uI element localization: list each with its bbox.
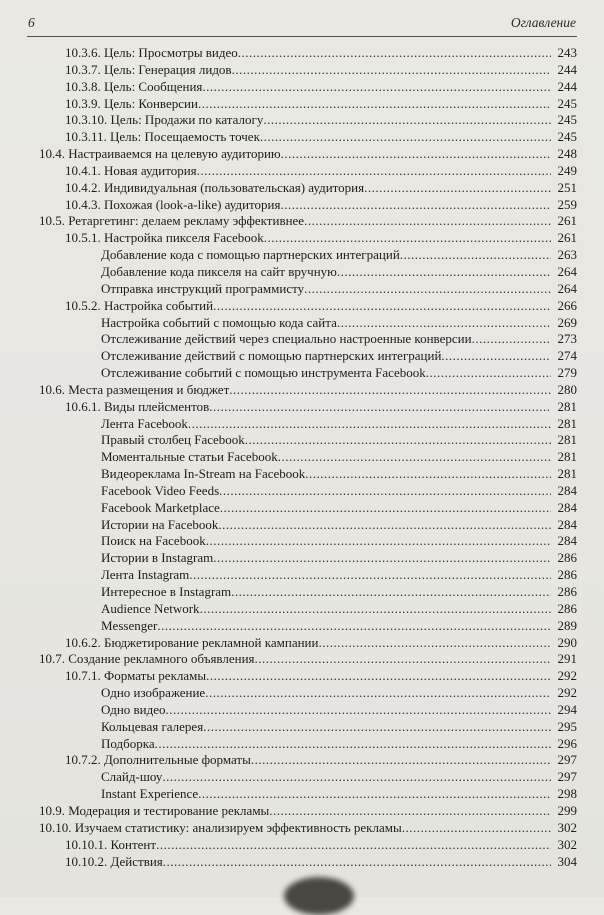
- toc-entry-label: Настройка событий с помощью кода сайта: [101, 314, 337, 330]
- toc-entry-page: 289: [557, 617, 577, 633]
- toc-entry-page: 296: [557, 735, 577, 751]
- dot-leader: [156, 837, 551, 854]
- toc-entry-page: 264: [557, 280, 577, 296]
- toc-entry-page: 264: [557, 263, 577, 279]
- dot-leader: [206, 533, 551, 550]
- toc-entry-label: Messenger: [101, 617, 158, 633]
- toc-entry: [27, 315, 577, 332]
- toc-entry-page: 286: [557, 584, 577, 599]
- dot-leader: [304, 281, 551, 298]
- toc-entry-page: 259: [557, 196, 577, 212]
- toc-entry-label: Видеореклама In-Stream на Facebook: [101, 466, 306, 482]
- toc-entry-page: 281: [557, 432, 577, 448]
- toc-entry: [27, 752, 577, 769]
- toc-entry-label: 10.4.3. Похожая (look-a-like) аудитория: [65, 196, 281, 212]
- toc-entry-label: Моментальные статьи Facebook: [101, 449, 278, 465]
- toc-entry-label: 10.10.2. Действия: [65, 853, 163, 869]
- toc-entry-page: 245: [557, 112, 577, 128]
- toc-entry: [27, 601, 577, 618]
- dot-leader: [188, 416, 551, 433]
- toc-entry-page: 302: [557, 836, 577, 852]
- dot-leader: [231, 584, 551, 601]
- toc-entry-label: 10.7.2. Дополнительные форматы: [65, 752, 251, 768]
- toc-entry-label: Отслеживание действий с помощью партнерских интеграций: [101, 348, 442, 364]
- toc-entry-page: 295: [557, 718, 577, 734]
- dot-leader: [280, 197, 551, 214]
- dot-leader: [157, 618, 551, 635]
- scan-artifact: [284, 877, 354, 915]
- toc-entry-label: 10.3.8. Цель: Сообщения: [65, 78, 203, 94]
- page-header: [27, 15, 577, 37]
- toc-entry-page: 273: [557, 331, 577, 347]
- toc-entry-label: Подборка: [101, 735, 155, 751]
- toc-entry-page: 243: [557, 45, 577, 60]
- page-title: Оглавление: [510, 15, 576, 30]
- toc-entry: [27, 769, 577, 786]
- toc-entry: [27, 517, 577, 534]
- dot-leader: [278, 449, 551, 466]
- toc-entry-label: 10.3.10. Цель: Продажи по каталогу: [65, 112, 264, 128]
- dot-leader: [364, 180, 551, 197]
- toc-entry-label: 10.10. Изучаем статистику: анализируем эффективность рекламы: [39, 819, 402, 835]
- toc-entry-label: 10.3.11. Цель: Посещаемость точек: [65, 129, 260, 145]
- toc-entry: [27, 416, 577, 433]
- toc-entry-page: 244: [557, 78, 577, 94]
- toc-list: [27, 45, 577, 870]
- dot-leader: [213, 298, 551, 315]
- dot-leader: [213, 550, 551, 567]
- toc-entry-page: 298: [557, 786, 577, 802]
- dot-leader: [189, 567, 551, 584]
- toc-entry-label: Добавление кода с помощью партнерских интеграций: [101, 247, 400, 263]
- dot-leader: [238, 45, 551, 62]
- dot-leader: [205, 685, 551, 702]
- toc-entry: [27, 247, 577, 264]
- toc-entry-label: Истории в Instagram: [101, 550, 214, 566]
- toc-entry-page: 248: [557, 146, 577, 162]
- toc-entry-page: 245: [557, 129, 577, 145]
- toc-entry: [27, 500, 577, 517]
- dot-leader: [203, 719, 551, 736]
- toc-entry: [27, 348, 577, 365]
- dot-leader: [472, 331, 551, 348]
- toc-entry-label: 10.4.2. Индивидуальная (пользовательская) аудитория: [65, 179, 365, 195]
- toc-entry-label: 10.6.2. Бюджетирование рекламной кампании: [65, 634, 319, 650]
- toc-entry-page: 292: [557, 685, 577, 701]
- toc-entry: [27, 180, 577, 197]
- toc-entry: [27, 702, 577, 719]
- toc-entry: [27, 129, 577, 146]
- dot-leader: [337, 264, 551, 281]
- dot-leader: [251, 752, 551, 769]
- toc-entry-page: 249: [557, 162, 577, 178]
- toc-entry-label: 10.6.1. Виды плейсментов: [65, 398, 210, 414]
- dot-leader: [209, 399, 551, 416]
- dot-leader: [264, 230, 551, 247]
- toc-entry: [27, 736, 577, 753]
- toc-entry: [27, 79, 577, 96]
- dot-leader: [269, 803, 551, 820]
- toc-entry-label: 10.7. Создание рекламного объявления: [39, 651, 255, 667]
- toc-entry-label: 10.10.1. Контент: [65, 836, 157, 852]
- dot-leader: [155, 736, 551, 753]
- toc-entry-page: 245: [557, 95, 577, 111]
- toc-entry-page: 286: [557, 550, 577, 566]
- toc-entry-label: 10.5.1. Настройка пикселя Facebook: [65, 230, 264, 246]
- toc-entry: [27, 264, 577, 281]
- toc-entry-page: 281: [557, 415, 577, 431]
- toc-entry-page: 286: [557, 600, 577, 616]
- dot-leader: [197, 163, 551, 180]
- toc-entry: [27, 298, 577, 315]
- dot-leader: [305, 466, 551, 483]
- toc-entry-label: 10.5.2. Настройка событий: [65, 297, 214, 313]
- toc-entry-page: 294: [557, 701, 577, 717]
- toc-entry-label: 10.9. Модерация и тестирование рекламы: [39, 802, 270, 818]
- toc-entry-page: 290: [557, 634, 577, 650]
- toc-entry-label: Отслеживание действий через специально настроенные конверсии: [101, 331, 472, 347]
- toc-entry: [27, 533, 577, 550]
- toc-entry: [27, 449, 577, 466]
- toc-entry-label: 10.3.7. Цель: Генерация лидов: [65, 61, 232, 77]
- toc-entry-page: 281: [557, 398, 577, 414]
- toc-entry: [27, 197, 577, 214]
- toc-entry-label: Facebook Video Feeds: [101, 482, 220, 498]
- dot-leader: [200, 601, 551, 618]
- toc-entry: [27, 668, 577, 685]
- toc-entry: [27, 854, 577, 871]
- toc-entry-label: 10.7.1. Форматы рекламы: [65, 668, 207, 684]
- toc-entry-label: Instant Experience: [101, 786, 199, 802]
- toc-entry-label: 10.3.9. Цель: Конверсии: [65, 95, 198, 111]
- toc-entry-label: 10.3.6. Цель: Просмотры видео: [65, 45, 238, 60]
- toc-entry-label: Facebook Marketplace: [101, 499, 220, 515]
- toc-entry-label: Audience Network: [101, 600, 200, 616]
- toc-entry-label: 10.6. Места размещения и бюджет: [39, 381, 230, 397]
- dot-leader: [219, 483, 551, 500]
- toc-entry: [27, 230, 577, 247]
- toc-entry: [27, 466, 577, 483]
- toc-entry: [27, 62, 577, 79]
- toc-entry-label: Интересное в Instagram: [101, 584, 232, 599]
- dot-leader: [263, 112, 551, 129]
- toc-entry: [27, 803, 577, 820]
- toc-entry-page: 297: [557, 769, 577, 785]
- toc-entry: [27, 382, 577, 399]
- toc-entry: [27, 820, 577, 837]
- toc-entry-label: 10.4. Настраиваемся на целевую аудиторию: [39, 146, 281, 162]
- toc-entry-page: 274: [557, 348, 577, 364]
- toc-entry: [27, 213, 577, 230]
- toc-entry-label: Истории на Facebook: [101, 516, 219, 532]
- toc-entry-label: Одно видео: [101, 701, 166, 717]
- toc-entry: [27, 45, 577, 62]
- toc-entry: [27, 331, 577, 348]
- dot-leader: [232, 62, 551, 79]
- dot-leader: [441, 348, 551, 365]
- toc-entry-page: 297: [557, 752, 577, 768]
- dot-leader: [198, 96, 551, 113]
- toc-entry-page: 263: [557, 247, 577, 263]
- toc-entry-page: 251: [557, 179, 577, 195]
- toc-entry-page: 261: [557, 213, 577, 229]
- dot-leader: [304, 213, 551, 230]
- toc-entry: [27, 685, 577, 702]
- toc-entry: [27, 618, 577, 635]
- toc-entry: [27, 96, 577, 113]
- toc-entry-page: 291: [557, 651, 577, 667]
- toc-entry-label: 10.4.1. Новая аудитория: [65, 162, 197, 178]
- toc-entry: [27, 786, 577, 803]
- toc-entry-label: Поиск на Facebook: [101, 533, 206, 549]
- toc-entry: [27, 146, 577, 163]
- toc-entry-page: 284: [557, 516, 577, 532]
- dot-leader: [245, 432, 551, 449]
- toc-entry-page: 269: [557, 314, 577, 330]
- dot-leader: [255, 651, 551, 668]
- toc-entry-page: 292: [557, 668, 577, 684]
- dot-leader: [163, 854, 551, 871]
- dot-leader: [281, 146, 551, 163]
- toc-entry-page: 304: [557, 853, 577, 869]
- toc-entry: [27, 567, 577, 584]
- toc-entry-label: Отправка инструкций программисту: [101, 280, 305, 296]
- toc-entry-page: 284: [557, 499, 577, 515]
- toc-entry-label: 10.5. Ретаргетинг: делаем рекламу эффективнее: [39, 213, 305, 229]
- toc-entry-label: Слайд-шоу: [101, 769, 163, 785]
- toc-entry-page: 286: [557, 567, 577, 583]
- toc-entry-label: Отслеживание событий с помощью инструмента Facebook: [101, 365, 426, 381]
- toc-entry-page: 281: [557, 449, 577, 465]
- toc-entry-label: Лента Instagram: [101, 567, 190, 583]
- dot-leader: [202, 79, 551, 96]
- dot-leader: [229, 382, 551, 399]
- toc-entry: [27, 584, 577, 601]
- toc-entry: [27, 163, 577, 180]
- toc-entry: [27, 399, 577, 416]
- toc-entry-label: Правый столбец Facebook: [101, 432, 245, 448]
- dot-leader: [260, 129, 551, 146]
- toc-entry: [27, 365, 577, 382]
- toc-entry: [27, 281, 577, 298]
- toc-entry-page: 244: [557, 61, 577, 77]
- toc-entry: [27, 651, 577, 668]
- toc-entry-page: 279: [557, 365, 577, 381]
- toc-entry-page: 261: [557, 230, 577, 246]
- dot-leader: [426, 365, 551, 382]
- dot-leader: [402, 820, 551, 837]
- dot-leader: [166, 702, 551, 719]
- dot-leader: [400, 247, 551, 264]
- dot-leader: [218, 517, 551, 534]
- toc-entry-label: Одно изображение: [101, 685, 206, 701]
- dot-leader: [162, 769, 551, 786]
- toc-entry-page: 266: [557, 297, 577, 313]
- toc-entry: [27, 483, 577, 500]
- dot-leader: [337, 315, 551, 332]
- toc-entry: [27, 550, 577, 567]
- dot-leader: [206, 668, 551, 685]
- dot-leader: [220, 500, 551, 517]
- toc-entry-label: Добавление кода пикселя на сайт вручную: [101, 263, 337, 279]
- toc-entry-label: Кольцевая галерея: [101, 718, 204, 734]
- toc-entry-page: 280: [557, 381, 577, 397]
- toc-entry-page: 284: [557, 533, 577, 549]
- toc-entry: [27, 112, 577, 129]
- toc-entry: [27, 635, 577, 652]
- toc-entry-page: 284: [557, 482, 577, 498]
- toc-entry-label: Лента Facebook: [101, 415, 188, 431]
- toc-entry-page: 281: [557, 466, 577, 482]
- toc-entry: [27, 719, 577, 736]
- toc-entry: [27, 837, 577, 854]
- page-number: 6: [28, 15, 35, 30]
- dot-leader: [318, 635, 551, 652]
- dot-leader: [198, 786, 551, 803]
- toc-entry-page: 299: [557, 802, 577, 818]
- toc-entry-page: 302: [557, 819, 577, 835]
- toc-entry: [27, 432, 577, 449]
